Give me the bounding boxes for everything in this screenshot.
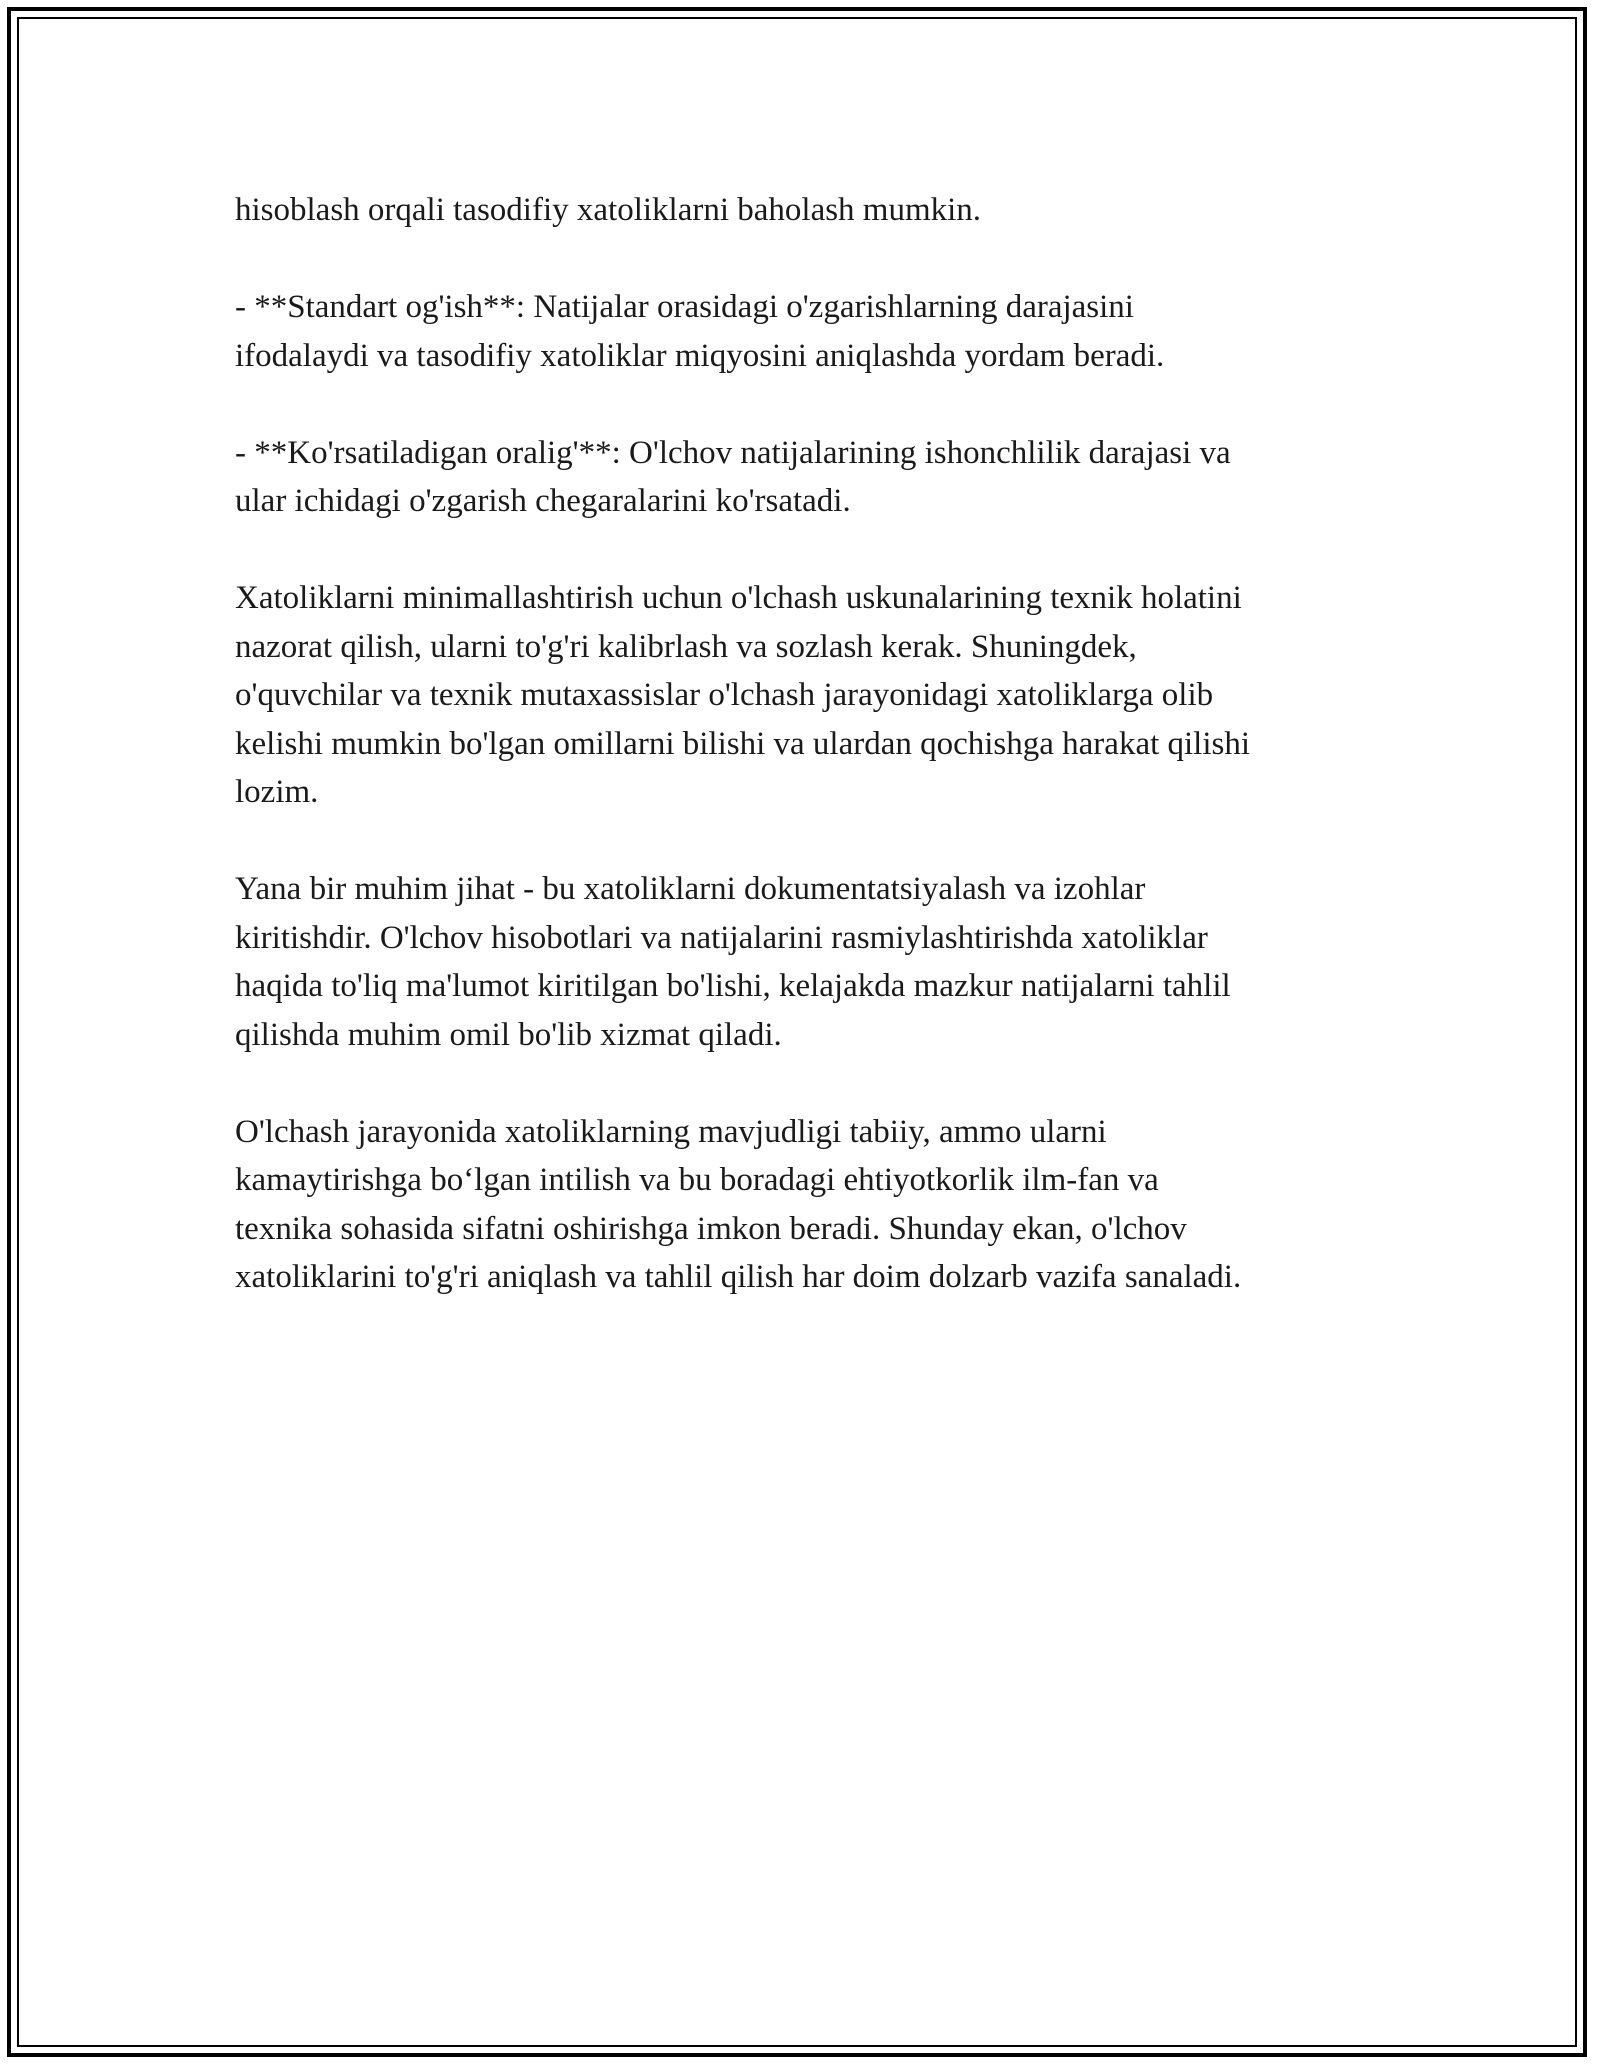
- paragraph-random-errors-intro: hisoblash orqali tasodifiy xatoliklarni baholash mumkin.: [235, 192, 982, 228]
- paragraph-displayed-interval: - **Ko'rsatiladigan oralig'**: O'lchov natijalarining ishonchlilik darajasi va ular ichidagi o'zgarish chegaralarini ko'rsatadi.: [235, 434, 1231, 519]
- document-body: [235, 186, 1375, 1350]
- paragraph-standard-deviation: - **Standart og'ish**: Natijalar orasidagi o'zgarishlarning darajasini ifodalaydi va tasodifiy xatoliklar miqyosini aniqlashda yordam beradi.: [235, 289, 1165, 374]
- paragraph-minimizing-errors: Xatoliklarni minimallashtirish uchun o'lchash uskunalarining texnik holatini nazorat qilish, ularni to'g'ri kalibrlash va sozlash kerak. Shuningdek, o'quvchilar va texnik mutaxassislar o'lchash jarayonidagi xatoliklarga olib kelishi mumkin bo'lgan omillarni bilishi va ulardan qochishga harakat qilishi lozim.: [235, 580, 1251, 810]
- paragraph-documentation: Yana bir muhim jihat - bu xatoliklarni dokumentatsiyalash va izohlar kiritishdir. O'lchov hisobotlari va natijalarini rasmiylashtirishda xatoliklar haqida to'liq ma'lumot kiritilgan bo'lishi, kelajakda mazkur natijalarni tahlil qilishda muhim omil bo'lib xizmat qiladi.: [235, 871, 1231, 1053]
- paragraph-conclusion: O'lchash jarayonida xatoliklarning mavjudligi tabiiy, ammo ularni kamaytirishga bo‘lgan intilish va bu boradagi ehtiyotkorlik ilm-fan va texnika sohasida sifatni oshirishga imkon beradi. Shunday ekan, o'lchov xatoliklarini to'g'ri aniqlash va tahlil qilish har doim dolzarb vazifa sanaladi.: [235, 1113, 1242, 1295]
